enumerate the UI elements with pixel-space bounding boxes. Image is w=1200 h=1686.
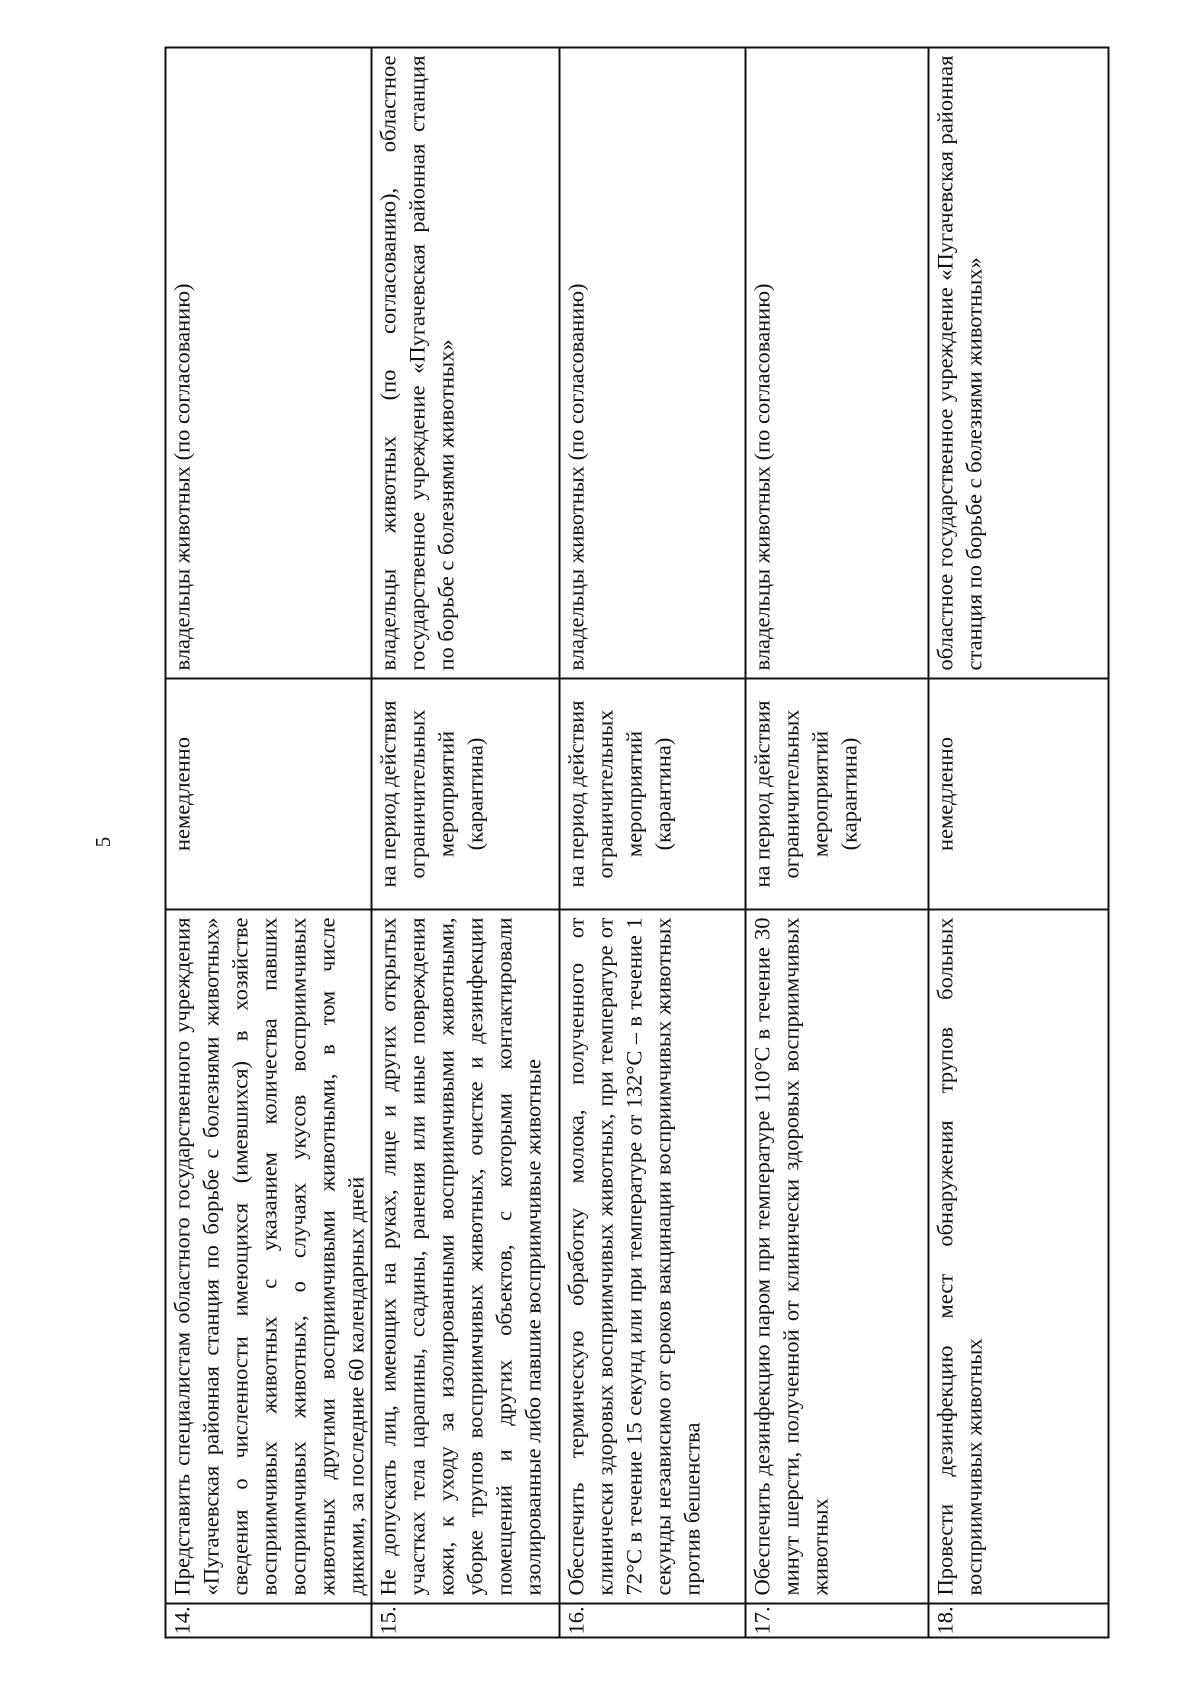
page-number: 5 [91,836,115,848]
responsible-text: владельцы животных (по согласованию), областное государственное учреждение «Пугачевская районная станция по борьбе с болезнями животных» [372,47,560,678]
row-number: 18. [929,1603,1109,1637]
table-row [745,47,929,1637]
measure-text: Представить специалистам областного государственного учреждения «Пугачевская районная станция по борьбе с болезнями животных» сведения о численности имеющихся (имевшихся) в хозяйстве восприимчивых животных с указанием количества павших восприимчивых животных, о случаях укусов восприимчивых животных другими восприимчивыми животными, в том числе дикими, за последние 60 календарных дней [166,909,372,1603]
term-text: немедленно [929,678,1109,909]
table-row [166,47,372,1637]
row-number: 17. [745,1603,929,1637]
table-row [372,47,560,1637]
measure-text: Обеспечить термическую обработку молока, полученного от клинически здоровых восприимчивых животных, при температуре от 72°С в течение 15 секунд или при температуре от 132°С – в течение 1 секунды независимо от сроков вакцинации восприимчивых животных против бешенства [559,909,745,1603]
responsible-text: владельцы животных (по согласованию) [559,47,745,678]
measures-table-container [165,48,1110,1638]
term-text: на период действия ограничительных мероприятий (карантина) [559,678,745,909]
table-row [929,47,1109,1637]
measures-table [165,46,1110,1638]
measure-text: Провести дезинфекцию мест обнаружения трупов больных восприимчивых животных [929,909,1109,1603]
responsible-text: областное государственное учреждение «Пугачевская районная станция по борьбе с болезнями животных» [929,47,1109,678]
term-text: на период действия ограничительных мероприятий (карантина) [745,678,929,909]
measure-text: Не допускать лиц, имеющих на руках, лице и других открытых участках тела царапины, ссадины, ранения или иные повреждения кожи, к уходу за изолированными восприимчивыми животными, уборке трупов восприимчивых животных, очистке и дезинфекции помещений и других объектов, с которыми контактировали изолированные либо павшие восприимчивые животные [372,909,560,1603]
row-number: 15. [372,1603,560,1637]
responsible-text: владельцы животных (по согласованию) [166,47,372,678]
table-row [559,47,745,1637]
responsible-text: владельцы животных (по согласованию) [745,47,929,678]
measure-text: Обеспечить дезинфекцию паром при температуре 110°С в течение 30 минут шерсти, полученной от клинически здоровых восприимчивых животных [745,909,929,1603]
row-number: 16. [559,1603,745,1637]
term-text: немедленно [166,678,372,909]
row-number: 14. [166,1603,372,1637]
term-text: на период действия ограничительных мероприятий (карантина) [372,678,560,909]
